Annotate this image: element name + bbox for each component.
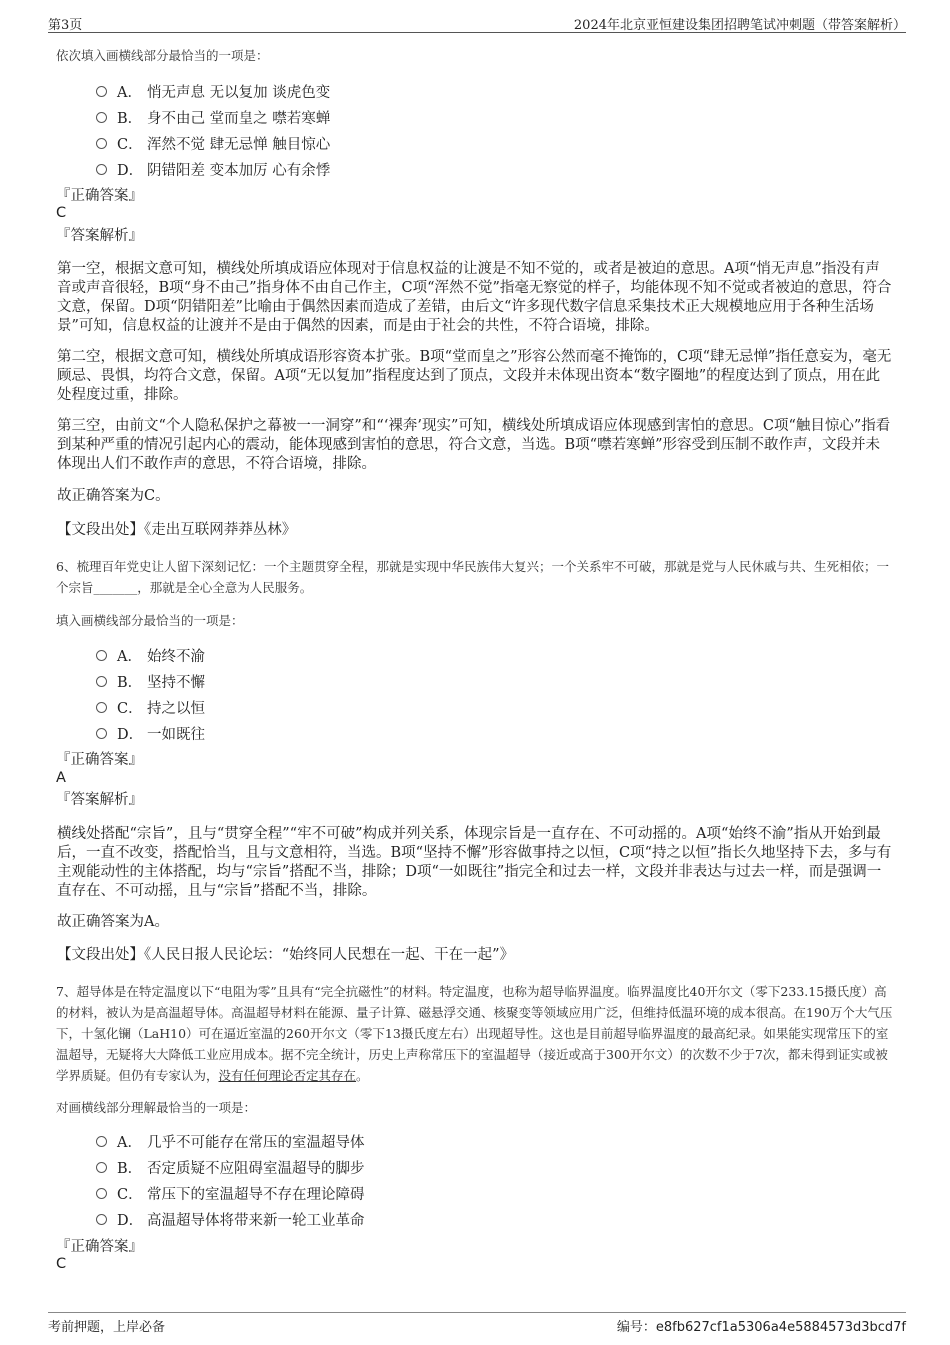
q5-conclusion: 故正确答案为C。 <box>57 488 170 504</box>
q5-source: 【文段出处】《走出互联网莽莽丛林》 <box>57 522 297 538</box>
radio-icon[interactable] <box>96 676 107 687</box>
q5-option-c[interactable]: C． 浑然不觉 肆无忌惮 触目惊心 <box>96 130 330 156</box>
q6-option-a[interactable]: A． 始终不渝 <box>96 642 205 668</box>
page-number: 第3页 <box>48 18 83 33</box>
radio-icon[interactable] <box>96 1214 107 1225</box>
radio-icon[interactable] <box>96 1188 107 1199</box>
q6-option-b[interactable]: B． 坚持不懈 <box>96 668 205 694</box>
q7-option-c[interactable]: C． 常压下的室温超导不存在理论障碍 <box>96 1180 365 1206</box>
q7-option-b[interactable]: B． 否定质疑不应阻碍室温超导的脚步 <box>96 1154 365 1180</box>
radio-icon[interactable] <box>96 650 107 661</box>
q5-option-a[interactable]: A． 悄无声息 无以复加 谈虎色变 <box>96 78 330 104</box>
q6-option-c[interactable]: C． 持之以恒 <box>96 694 205 720</box>
radio-icon[interactable] <box>96 112 107 123</box>
q5-analysis-1: 第一空，根据文意可知，横线处所填成语应体现对于信息权益的让渡是不知不觉的，或者是被迫的意思。A项“悄无声息”指没有声音或声音很轻，B项“身不由己”指身体不由自己作主，C项“浑然不觉”指毫无察觉的样子，均能体现不知不觉或者被迫的意思，符合文意，保留。D项“阴错阳差”比喻由于偶然因素而造成了差错，由后文“许多现代数字信息采集技术正大规模地应用于各种生活场景”可知，信息权益的让渡并不是由于偶然的因素，而是由于社会的共性，不符合语境，排除。 <box>57 261 892 334</box>
radio-icon[interactable] <box>96 728 107 739</box>
radio-icon[interactable] <box>96 702 107 713</box>
q5-option-b[interactable]: B． 身不由己 堂而皇之 噤若寒蝉 <box>96 104 330 130</box>
analysis-label: 『答案解析』 <box>56 228 143 244</box>
radio-icon[interactable] <box>96 1136 107 1147</box>
q5-prompt: 依次填入画横线部分最恰当的一项是： <box>56 48 269 63</box>
document-title: 2024年北京亚恒建设集团招聘笔试冲刺题（带答案解析） <box>573 18 906 33</box>
document-code: 编号：e8fb627cf1a5306a4e5884573d3bcd7f <box>616 1320 906 1335</box>
q5-answer: C <box>56 205 67 221</box>
correct-answer-label: 『正确答案』 <box>56 1239 143 1255</box>
q5-analysis-2: 第二空，根据文意可知，横线处所填成语形容资本扩张。B项“堂而皇之”形容公然而毫不掩饰的，C项“肆无忌惮”指任意妄为，毫无顾忌、畏惧，均符合文意，保留。A项“无以复加”指程度达到了顶点，文段并未体现出资本“数字圈地”的程度达到了顶点，用在此处程度过重，排除。 <box>57 349 892 403</box>
q6-analysis: 横线处搭配“宗旨”，且与“贯穿全程”“牢不可破”构成并列关系，体现宗旨是一直存在、不可动摇的。A项“始终不渝”指从开始到最后，一直不改变，搭配恰当，且与文意相符，当选。B项“坚持不懈”形容做事持之以恒，C项“持之以恒”指长久地坚持下去，多与有主观能动性的主体搭配，均与“宗旨”搭配不当，排除；D项“一如既往”指完全和过去一样，文段并非表达与过去一样，而是强调一直存在、不可动摇，且与“宗旨”搭配不当，排除。 <box>57 826 892 899</box>
q6-options <box>96 642 205 746</box>
radio-icon[interactable] <box>96 164 107 175</box>
q6-source: 【文段出处】《人民日报人民论坛：“始终同人民想在一起、干在一起”》 <box>57 947 515 963</box>
q6-answer: A <box>56 770 66 786</box>
q6-prompt: 填入画横线部分最恰当的一项是： <box>56 613 244 628</box>
q6-option-d[interactable]: D． 一如既往 <box>96 720 205 746</box>
radio-icon[interactable] <box>96 86 107 97</box>
q7-underlined-phrase: 没有任何理论否定其存在 <box>218 1068 357 1083</box>
q7-prompt: 对画横线部分理解最恰当的一项是： <box>56 1100 257 1115</box>
q7-option-d[interactable]: D． 高温超导体将带来新一轮工业革命 <box>96 1206 365 1232</box>
q7-stem: 7、超导体是在特定温度以下“电阻为零”且具有“完全抗磁性”的材料。特定温度，也称为超导临界温度。临界温度比40开尔文（零下233.15摄氏度）高的材料，被认为是高温超导体。高温超导材料在能源、量子计算、磁悬浮交通、核聚变等领域应用广泛，但维持低温环境的成本很高。在190万个大气压下，十氢化镧（LaH10）可在逼近室温的260开尔文（零下13摄氏度左右）出现超导性。这也是目前超导临界温度的最高纪录。如果能实现常压下的室温超导，无疑将大大降低工业应用成本。据不完全统计，历史上声称常压下的室温超导（接近或高于300开尔文）的次数不少于7次，都未得到证实或被学界质疑。但仍有专家认为，没有任何理论否定其存在。 <box>56 984 893 1083</box>
q7-option-a[interactable]: A． 几乎不可能存在常压的室温超导体 <box>96 1128 365 1154</box>
radio-icon[interactable] <box>96 138 107 149</box>
correct-answer-label: 『正确答案』 <box>56 752 143 768</box>
q5-options <box>96 78 330 182</box>
page-header <box>48 12 906 33</box>
analysis-label: 『答案解析』 <box>56 792 143 808</box>
q7-options <box>96 1128 365 1232</box>
radio-icon[interactable] <box>96 1162 107 1173</box>
footer-slogan: 考前押题，上岸必备 <box>48 1320 166 1335</box>
q6-stem: 6、梳理百年党史让人留下深刻记忆：一个主题贯穿全程，那就是实现中华民族伟大复兴；一个关系牢不可破，那就是党与人民休戚与共、生死相依；一个宗旨_______，那就是全心全意为人民服务。 <box>56 559 889 595</box>
correct-answer-label: 『正确答案』 <box>56 188 143 204</box>
q6-conclusion: 故正确答案为A。 <box>57 914 169 930</box>
q7-answer: C <box>56 1256 67 1272</box>
q5-option-d[interactable]: D． 阴错阳差 变本加厉 心有余悸 <box>96 156 330 182</box>
page-footer <box>48 1312 906 1337</box>
q5-analysis-3: 第三空，由前文“个人隐私保护之幕被一一洞穿”和“‘裸奔’现实”可知，横线处所填成语应体现感到害怕的意思。C项“触目惊心”指看到某种严重的情况引起内心的震动，能体现感到害怕的意思，符合文意，当选。B项“噤若寒蝉”形容受到压制不敢作声，文段并未体现出人们不敢作声的意思，不符合语境，排除。 <box>57 418 891 472</box>
